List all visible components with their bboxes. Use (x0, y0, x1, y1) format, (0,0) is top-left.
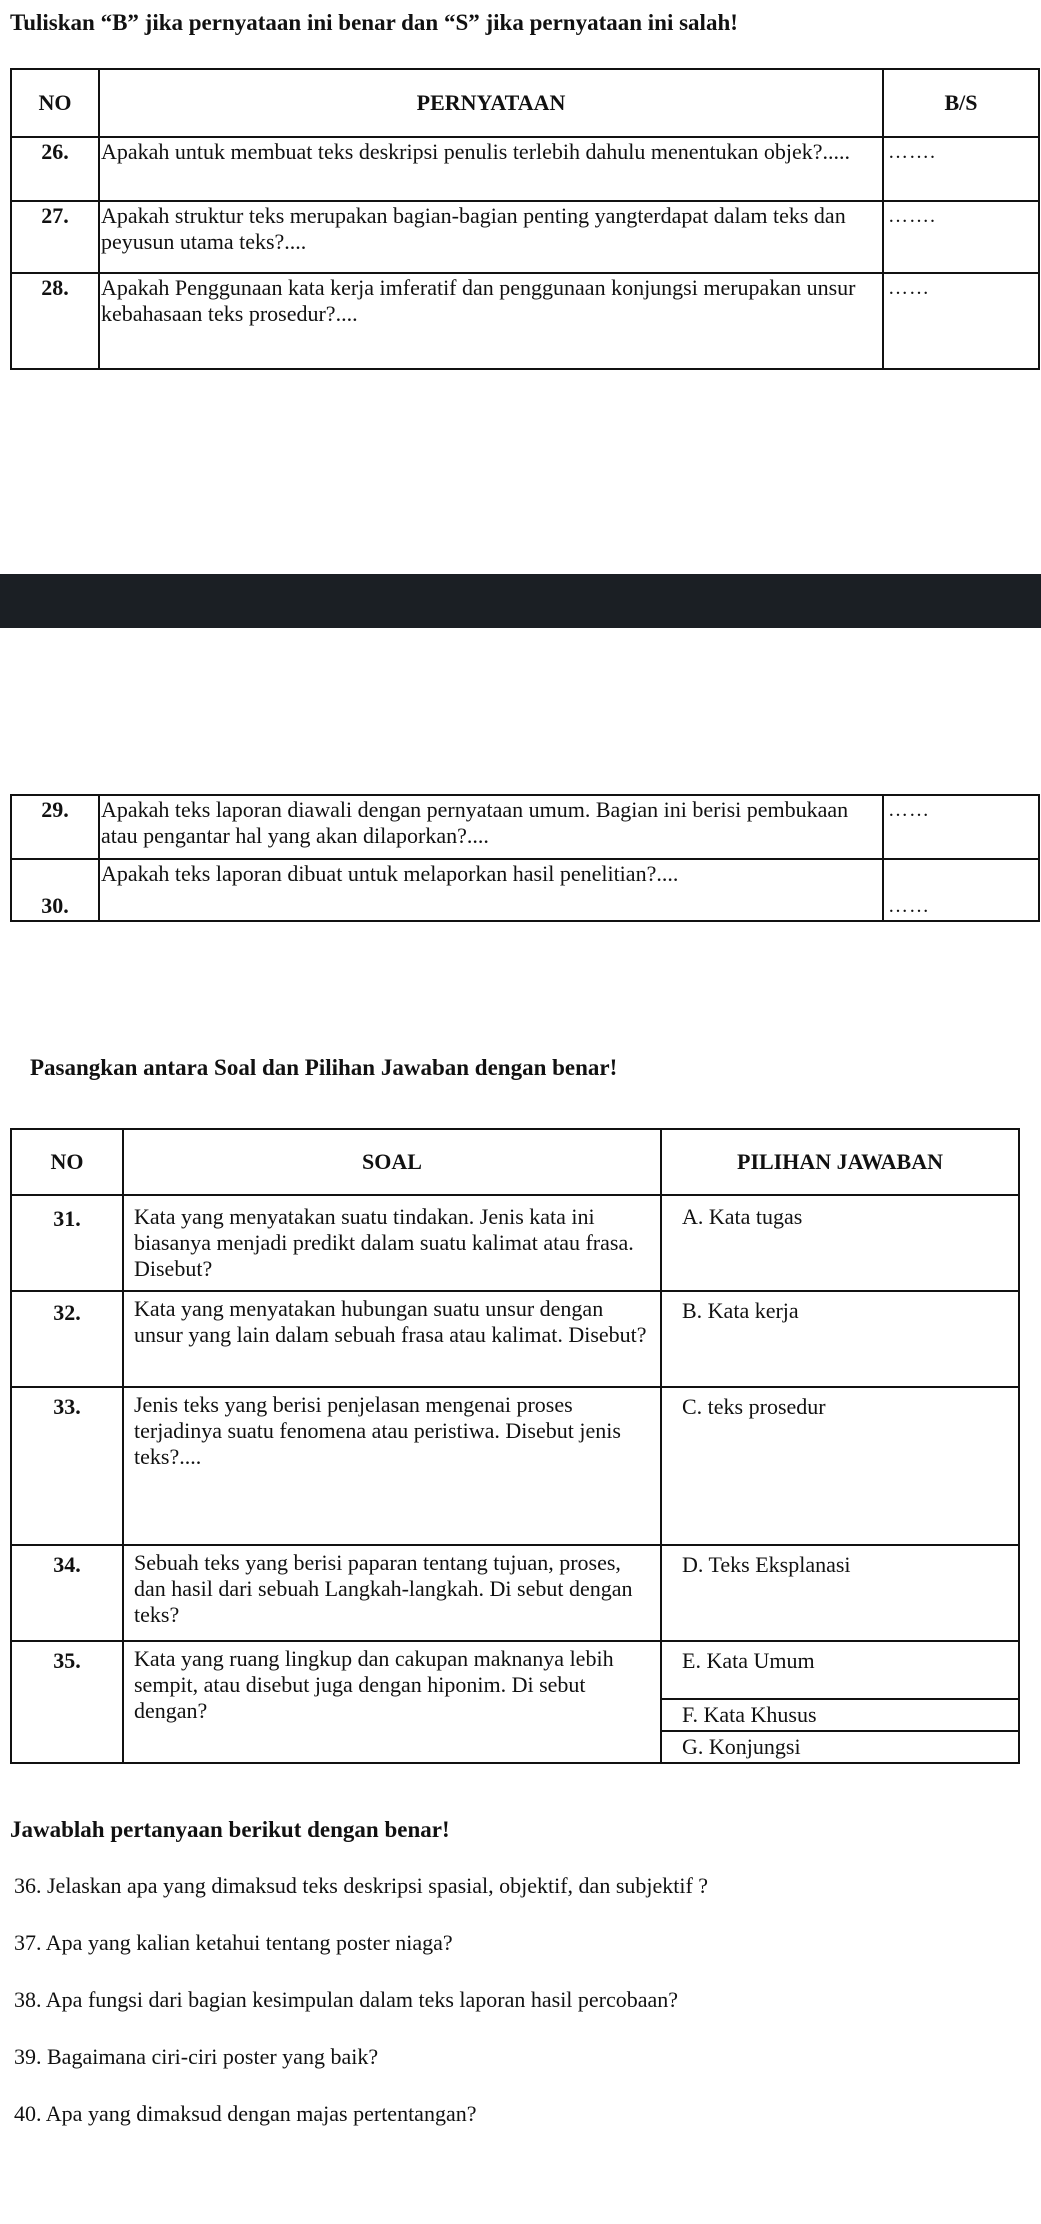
list-item: 38. Apa fungsi dari bagian kesimpulan dalam teks laporan hasil percobaan? (14, 1987, 679, 2012)
statement-text: Apakah teks laporan diawali dengan pernyataan umum. Bagian ini berisi pembukaan atau pengantar hal yang akan dilaporkan?.... (99, 795, 883, 859)
list-item: 40. Apa yang dimaksud dengan majas pertentangan? (14, 2101, 477, 2126)
row-number: 26. (11, 137, 99, 201)
row-number: 31. (11, 1195, 123, 1291)
answer-blank[interactable]: …… (883, 273, 1039, 369)
statement-text: Apakah struktur teks merupakan bagian-bagian penting yangterdapat dalam teks dan peyusun utama teks?.... (99, 201, 883, 273)
answer-option-group (661, 1641, 1019, 1763)
table-row (11, 1641, 1019, 1763)
question-text: Kata yang ruang lingkup dan cakupan maknanya lebih sempit, atau disebut juga dengan hiponim. Di sebut dengan? (123, 1641, 661, 1763)
row-number: 29. (11, 795, 99, 859)
true-false-table-continued (10, 794, 1040, 922)
row-number: 33. (11, 1387, 123, 1545)
essay-question-list (14, 1873, 708, 2158)
list-item: 39. Bagaimana ciri-ciri poster yang baik? (14, 2044, 379, 2069)
table-row (11, 137, 1039, 201)
question-text: Kata yang menyatakan hubungan suatu unsur dengan unsur yang lain dalam sebuah frasa atau kalimat. Disebut? (123, 1291, 661, 1387)
answer-blank[interactable]: ……. (883, 201, 1039, 273)
table-row (11, 1387, 1019, 1545)
question-text: Sebuah teks yang berisi paparan tentang tujuan, proses, dan hasil dari sebuah Langkah-langkah. Di sebut dengan teks? (123, 1545, 661, 1641)
header-pernyataan: PERNYATAAN (99, 69, 883, 137)
answer-option: B. Kata kerja (661, 1291, 1019, 1387)
row-number: 28. (11, 273, 99, 369)
answer-option: A. Kata tugas (661, 1195, 1019, 1291)
header-soal: SOAL (123, 1129, 661, 1195)
answer-option: F. Kata Khusus (662, 1700, 1018, 1732)
answer-option: C. teks prosedur (661, 1387, 1019, 1545)
statement-text: Apakah teks laporan dibuat untuk melaporkan hasil penelitian?.... (99, 859, 883, 921)
table-row (11, 1291, 1019, 1387)
table-row (11, 795, 1039, 859)
instruction-essay: Jawablah pertanyaan berikut dengan benar! (10, 1817, 450, 1842)
header-no: NO (11, 69, 99, 137)
table-row (11, 1195, 1019, 1291)
true-false-table (10, 68, 1040, 370)
row-number: 27. (11, 201, 99, 273)
table-row (11, 859, 1039, 921)
header-pilihan-jawaban: PILIHAN JAWABAN (661, 1129, 1019, 1195)
list-item: 37. Apa yang kalian ketahui tentang poster niaga? (14, 1930, 453, 1955)
table-row (11, 1545, 1019, 1641)
statement-text: Apakah Penggunaan kata kerja imferatif dan penggunaan konjungsi merupakan unsur kebahasaan teks prosedur?.... (99, 273, 883, 369)
answer-blank[interactable]: …… (883, 859, 1039, 921)
row-number: 34. (11, 1545, 123, 1641)
table-row (11, 273, 1039, 369)
table-row (11, 201, 1039, 273)
question-text: Kata yang menyatakan suatu tindakan. Jenis kata ini biasanya menjadi predikt dalam suatu kalimat atau frasa. Disebut? (123, 1195, 661, 1291)
header-no: NO (11, 1129, 123, 1195)
row-number: 32. (11, 1291, 123, 1387)
matching-table (10, 1128, 1020, 1764)
answer-option: G. Konjungsi (682, 1734, 801, 1759)
answer-blank[interactable]: …… (883, 795, 1039, 859)
instruction-matching: Pasangkan antara Soal dan Pilihan Jawaban dengan benar! (30, 1055, 618, 1080)
list-item: 36. Jelaskan apa yang dimaksud teks deskripsi spasial, objektif, dan subjektif ? (14, 1873, 709, 1898)
dark-separator-band (0, 574, 1041, 628)
answer-option: E. Kata Umum (662, 1642, 1018, 1700)
question-text: Jenis teks yang berisi penjelasan mengenai proses terjadinya suatu fenomena atau peristiwa. Disebut jenis teks?.... (123, 1387, 661, 1545)
row-number: 35. (11, 1641, 123, 1763)
statement-text: Apakah untuk membuat teks deskripsi penulis terlebih dahulu menentukan objek?..... (99, 137, 883, 201)
header-bs: B/S (883, 69, 1039, 137)
row-number: 30. (11, 859, 99, 921)
answer-option: D. Teks Eksplanasi (661, 1545, 1019, 1641)
instruction-true-false: Tuliskan “B” jika pernyataan ini benar dan “S” jika pernyataan ini salah! (10, 10, 738, 35)
answer-blank[interactable]: ……. (883, 137, 1039, 201)
